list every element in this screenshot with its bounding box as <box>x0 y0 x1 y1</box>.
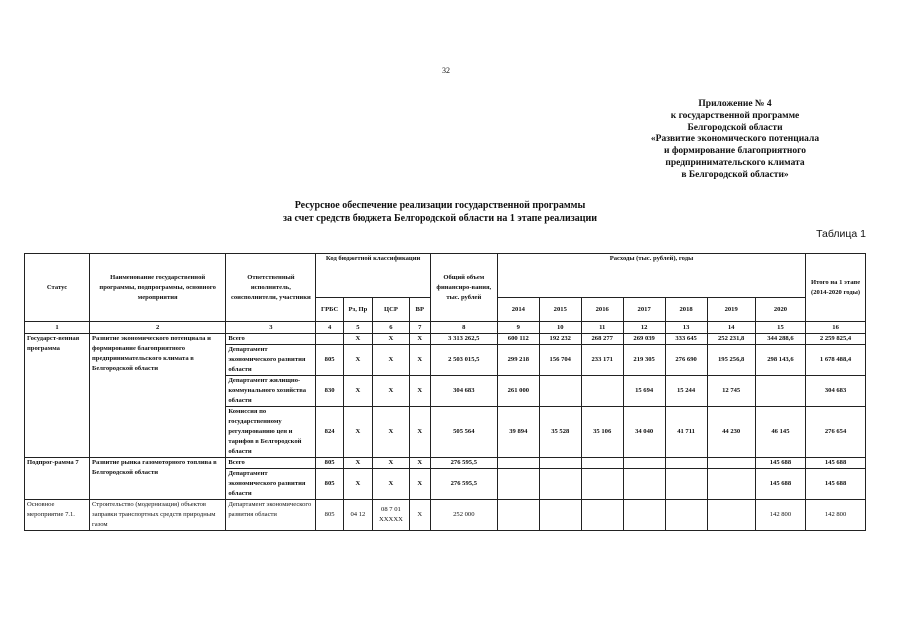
cell-stage-total: 276 654 <box>806 407 866 458</box>
cell-vr: X <box>409 334 430 345</box>
cell-year: 44 230 <box>707 407 755 458</box>
cell-year: 344 288,6 <box>755 334 805 345</box>
cell-year: 35 106 <box>581 407 623 458</box>
cell-stage-total: 142 800 <box>806 500 866 531</box>
column-number: 5 <box>343 322 372 334</box>
cell-year <box>623 469 665 500</box>
appendix-line: к государственной программе <box>670 110 800 121</box>
cell-rzpr: X <box>343 469 372 500</box>
table-row <box>25 458 866 469</box>
header-year: 2015 <box>539 298 581 322</box>
column-number: 14 <box>707 322 755 334</box>
header-name: Наименование государственной программы, подпрограммы, основного мероприятия <box>90 254 226 322</box>
cell-year <box>581 376 623 407</box>
cell-year: 268 277 <box>581 334 623 345</box>
header-row <box>25 254 866 298</box>
cell-year: 35 528 <box>539 407 581 458</box>
header-year: 2016 <box>581 298 623 322</box>
cell-executor: Департамент экономического развития области <box>226 345 316 376</box>
cell-total: 276 595,5 <box>430 469 497 500</box>
cell-stage-total: 1 678 488,4 <box>806 345 866 376</box>
cell-year <box>665 469 707 500</box>
cell-year: 299 218 <box>497 345 539 376</box>
cell-vr: X <box>409 500 430 531</box>
cell-year: 333 645 <box>665 334 707 345</box>
column-number: 2 <box>90 322 226 334</box>
cell-executor: Всего <box>226 334 316 345</box>
cell-year: 298 143,6 <box>755 345 805 376</box>
cell-vr: X <box>409 407 430 458</box>
cell-status: Подпрог-рамма 7 <box>25 458 90 500</box>
header-rzpr: Рз, Пр <box>343 298 372 322</box>
cell-year <box>755 376 805 407</box>
cell-year <box>497 469 539 500</box>
column-number: 12 <box>623 322 665 334</box>
cell-grbs: 805 <box>316 500 343 531</box>
cell-year: 195 256,8 <box>707 345 755 376</box>
cell-year: 233 171 <box>581 345 623 376</box>
cell-vr: X <box>409 458 430 469</box>
cell-total: 505 564 <box>430 407 497 458</box>
cell-year: 261 000 <box>497 376 539 407</box>
table-row <box>25 500 866 531</box>
cell-rzpr: X <box>343 334 372 345</box>
cell-rzpr: X <box>343 458 372 469</box>
column-number: 8 <box>430 322 497 334</box>
cell-grbs: 830 <box>316 376 343 407</box>
cell-name: Развитие экономического потенциала и формирование благоприятного предпринимательского климата в Белгородской области <box>90 334 226 458</box>
cell-year: 12 745 <box>707 376 755 407</box>
cell-rzpr: X <box>343 407 372 458</box>
appendix-line: Белгородской области <box>687 122 783 133</box>
cell-grbs: 805 <box>316 458 343 469</box>
column-number: 16 <box>806 322 866 334</box>
header-year: 2019 <box>707 298 755 322</box>
column-number-row <box>25 322 866 334</box>
resource-table <box>24 253 866 531</box>
cell-grbs: 805 <box>316 469 343 500</box>
cell-total: 3 313 262,5 <box>430 334 497 345</box>
cell-year <box>665 458 707 469</box>
cell-vr: X <box>409 345 430 376</box>
header-year: 2017 <box>623 298 665 322</box>
cell-year: 46 145 <box>755 407 805 458</box>
cell-executor: Департамент экономического развития области <box>226 500 316 531</box>
appendix-heading <box>610 99 860 182</box>
cell-total: 2 503 015,5 <box>430 345 497 376</box>
cell-year: 41 711 <box>665 407 707 458</box>
cell-year: 252 231,8 <box>707 334 755 345</box>
cell-year <box>539 376 581 407</box>
cell-year <box>707 469 755 500</box>
cell-year: 156 704 <box>539 345 581 376</box>
cell-csr: X <box>373 334 410 345</box>
cell-year <box>581 469 623 500</box>
cell-year: 192 232 <box>539 334 581 345</box>
header-total: Общий объем финансиро-вания, тыс. рублей <box>430 254 497 322</box>
header-year: 2018 <box>665 298 707 322</box>
cell-vr: X <box>409 376 430 407</box>
cell-csr: X <box>373 458 410 469</box>
cell-executor: Департамент жилищно-коммунального хозяйства области <box>226 376 316 407</box>
page-number: 32 <box>442 66 450 75</box>
cell-year: 276 690 <box>665 345 707 376</box>
cell-year: 34 040 <box>623 407 665 458</box>
cell-stage-total: 145 688 <box>806 458 866 469</box>
cell-year <box>581 458 623 469</box>
cell-year: 142 800 <box>755 500 805 531</box>
cell-total: 276 595,5 <box>430 458 497 469</box>
column-number: 11 <box>581 322 623 334</box>
cell-grbs: 824 <box>316 407 343 458</box>
title-line: Ресурсное обеспечение реализации государственной программы <box>294 200 586 211</box>
header-grbs: ГРБС <box>316 298 343 322</box>
cell-year <box>539 469 581 500</box>
cell-status: Основное мероприятие 7.1. <box>25 500 90 531</box>
header-status: Статус <box>25 254 90 322</box>
cell-year: 39 894 <box>497 407 539 458</box>
column-number: 6 <box>373 322 410 334</box>
cell-executor: Департамент экономического развития области <box>226 469 316 500</box>
table-label: Таблица 1 <box>816 228 866 240</box>
appendix-line: «Развитие экономического потенциала <box>650 134 820 145</box>
column-number: 9 <box>497 322 539 334</box>
cell-year: 15 244 <box>665 376 707 407</box>
cell-csr: X <box>373 469 410 500</box>
cell-year: 15 694 <box>623 376 665 407</box>
cell-year: 600 112 <box>497 334 539 345</box>
appendix-line: предпринимательского климата <box>665 157 805 168</box>
cell-csr: X <box>373 407 410 458</box>
cell-year <box>623 500 665 531</box>
cell-csr: X <box>373 376 410 407</box>
cell-rzpr: 04 12 <box>343 500 372 531</box>
cell-rzpr: X <box>343 376 372 407</box>
appendix-line: Приложение № 4 <box>698 99 772 109</box>
cell-status: Государст-венная программа <box>25 334 90 458</box>
cell-executor: Комиссия по государственному регулированию цен и тарифов в Белгородской области <box>226 407 316 458</box>
header-year: 2020 <box>755 298 805 322</box>
cell-rzpr: X <box>343 345 372 376</box>
cell-grbs: 805 <box>316 345 343 376</box>
cell-year <box>497 458 539 469</box>
cell-grbs <box>316 334 343 345</box>
cell-vr: X <box>409 469 430 500</box>
cell-year <box>539 500 581 531</box>
header-budget-code: Код бюджетной классификации <box>316 254 430 298</box>
column-number: 1 <box>25 322 90 334</box>
cell-year: 219 305 <box>623 345 665 376</box>
header-stage-total: Итого на 1 этапе (2014-2020 годы) <box>806 254 866 322</box>
cell-year: 269 039 <box>623 334 665 345</box>
cell-year: 145 688 <box>755 469 805 500</box>
document-title <box>230 199 650 225</box>
column-number: 13 <box>665 322 707 334</box>
header-executor: Ответственный исполнитель, соисполнители, участники <box>226 254 316 322</box>
table-row <box>25 334 866 345</box>
cell-csr: 08 7 01 XXXXX <box>373 500 410 531</box>
cell-year: 145 688 <box>755 458 805 469</box>
appendix-line: и формирование благоприятного <box>664 146 806 157</box>
cell-year <box>665 500 707 531</box>
cell-stage-total: 145 688 <box>806 469 866 500</box>
cell-executor: Всего <box>226 458 316 469</box>
cell-year <box>581 500 623 531</box>
column-number: 3 <box>226 322 316 334</box>
cell-year <box>539 458 581 469</box>
header-year: 2014 <box>497 298 539 322</box>
cell-total: 304 683 <box>430 376 497 407</box>
column-number: 4 <box>316 322 343 334</box>
cell-year <box>623 458 665 469</box>
header-expenses: Расходы (тыс. рублей), годы <box>497 254 805 298</box>
cell-csr: X <box>373 345 410 376</box>
cell-name: Строительство (модернизация) объектов заправки транспортных средств природным газом <box>90 500 226 531</box>
cell-total: 252 000 <box>430 500 497 531</box>
cell-name: Развитие рынка газомоторного топлива в Белгородской области <box>90 458 226 500</box>
cell-stage-total: 304 683 <box>806 376 866 407</box>
column-number: 15 <box>755 322 805 334</box>
cell-year <box>497 500 539 531</box>
appendix-line: в Белгородской области» <box>681 169 789 180</box>
header-vr: ВР <box>409 298 430 322</box>
title-line: за счет средств бюджета Белгородской области на 1 этапе реализации <box>282 213 598 224</box>
column-number: 10 <box>539 322 581 334</box>
cell-stage-total: 2 259 825,4 <box>806 334 866 345</box>
column-number: 7 <box>409 322 430 334</box>
header-csr: ЦСР <box>373 298 410 322</box>
cell-year <box>707 458 755 469</box>
cell-year <box>707 500 755 531</box>
